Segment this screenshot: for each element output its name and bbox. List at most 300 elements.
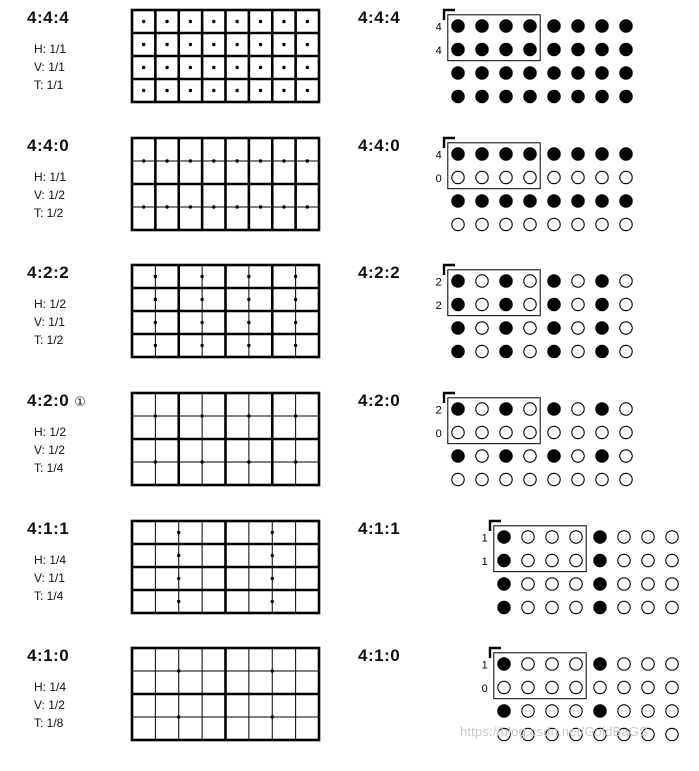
- chroma-sample-dot: [154, 460, 157, 463]
- chroma-sample-dot: [452, 90, 464, 102]
- luma-only-dot: [666, 658, 678, 670]
- chroma-sample-dot: [548, 195, 560, 207]
- luma-only-dot: [500, 218, 512, 230]
- luma-only-dot: [570, 531, 582, 543]
- chroma-sample-dot: [235, 20, 238, 23]
- chroma-sample-dot: [548, 298, 560, 310]
- chroma-sample-dot: [235, 89, 238, 92]
- ratio-t: T: 1/4: [34, 589, 64, 603]
- chroma-sample-dot: [498, 531, 510, 543]
- luma-only-dot: [666, 531, 678, 543]
- luma-only-dot: [666, 681, 678, 693]
- ratio-h: H: 1/1: [34, 170, 67, 184]
- sample-dot-matrix: [420, 517, 690, 639]
- ratio-t: T: 1/4: [34, 461, 64, 475]
- chroma-sample-dot: [259, 89, 262, 92]
- luma-only-dot: [476, 426, 488, 438]
- chroma-sample-dot: [189, 159, 192, 162]
- luma-only-dot: [620, 171, 632, 183]
- luma-only-dot: [548, 218, 560, 230]
- chroma-sample-dot: [500, 450, 512, 462]
- chroma-sample-dot: [271, 715, 274, 718]
- chroma-sample-dot: [154, 275, 157, 278]
- luma-only-dot: [548, 426, 560, 438]
- scheme-row-444: [0, 8, 699, 133]
- luma-only-dot: [620, 322, 632, 334]
- luma-only-dot: [620, 275, 632, 287]
- luma-only-dot: [548, 473, 560, 485]
- chroma-sample-dot: [620, 43, 632, 55]
- chroma-sample-dot: [177, 600, 180, 603]
- chroma-sample-dot: [306, 205, 309, 208]
- luma-only-dot: [476, 403, 488, 415]
- luma-only-dot: [666, 728, 678, 740]
- chroma-sample-dot: [572, 148, 584, 160]
- scheme-row-411: [0, 519, 699, 644]
- luma-only-dot: [572, 171, 584, 183]
- chroma-sample-dot: [142, 20, 145, 23]
- chroma-sample-dot: [294, 275, 297, 278]
- chroma-sample-dot: [524, 148, 536, 160]
- chroma-sample-dot: [620, 20, 632, 32]
- chroma-sample-dot: [271, 531, 274, 534]
- chroma-sample-dot: [452, 345, 464, 357]
- luma-only-dot: [620, 298, 632, 310]
- luma-only-dot: [476, 450, 488, 462]
- chroma-sample-dot: [212, 89, 215, 92]
- luma-only-dot: [546, 578, 558, 590]
- luma-only-dot: [642, 554, 654, 566]
- luma-only-dot: [522, 601, 534, 613]
- luma-only-dot: [524, 298, 536, 310]
- scheme-title: [27, 646, 69, 666]
- row-count-label: 0: [435, 428, 442, 440]
- sampling-grid: [130, 646, 321, 742]
- row-count-label: 2: [435, 404, 442, 417]
- chroma-sample-dot: [165, 205, 168, 208]
- luma-only-dot: [666, 601, 678, 613]
- luma-only-dot: [620, 403, 632, 415]
- luma-only-dot: [618, 658, 630, 670]
- chroma-sample-dot: [452, 67, 464, 79]
- luma-only-dot: [522, 681, 534, 693]
- chroma-sample-dot: [282, 66, 285, 69]
- chroma-sample-dot: [548, 43, 560, 55]
- chroma-sample-dot: [271, 554, 274, 557]
- luma-only-dot: [572, 275, 584, 287]
- luma-only-dot: [642, 531, 654, 543]
- chroma-sample-dot: [452, 275, 464, 287]
- chroma-sample-dot: [247, 460, 250, 463]
- row-count-label: 4: [435, 149, 442, 162]
- chroma-sample-dot: [212, 43, 215, 46]
- chroma-sample-dot: [476, 20, 488, 32]
- chroma-sample-dot: [235, 43, 238, 46]
- chroma-sample-dot: [294, 344, 297, 347]
- luma-only-dot: [642, 705, 654, 717]
- chroma-sample-dot: [498, 658, 510, 670]
- scheme-row-410: [0, 646, 699, 771]
- chroma-sample-dot: [177, 669, 180, 672]
- scheme-title-text: 4:2:0: [27, 391, 70, 410]
- scheme-label: 4:2:0: [358, 391, 401, 410]
- chroma-sample-dot: [524, 195, 536, 207]
- chroma-sample-dot: [247, 344, 250, 347]
- chroma-sample-dot: [594, 601, 606, 613]
- chroma-sample-dot: [452, 148, 464, 160]
- sampling-grid: [130, 263, 321, 359]
- chroma-sample-dot: [259, 66, 262, 69]
- row-count-label: 4: [435, 21, 442, 34]
- chroma-sample-dot: [142, 89, 145, 92]
- chroma-sample-dot: [596, 43, 608, 55]
- chroma-sample-dot: [306, 43, 309, 46]
- luma-only-dot: [476, 473, 488, 485]
- chroma-sample-dot: [259, 20, 262, 23]
- luma-only-dot: [476, 322, 488, 334]
- scheme-label: 4:1:0: [358, 646, 401, 665]
- sampling-ratios: [34, 295, 66, 349]
- luma-only-dot: [666, 554, 678, 566]
- chroma-sample-dot: [452, 322, 464, 334]
- chroma-sample-dot: [200, 275, 203, 278]
- sampling-ratios: [34, 168, 66, 222]
- chroma-sample-dot: [476, 90, 488, 102]
- chroma-sample-dot: [498, 578, 510, 590]
- chroma-sample-dot: [596, 90, 608, 102]
- scheme-row-420: [0, 391, 699, 516]
- luma-only-dot: [476, 218, 488, 230]
- sample-dot-matrix: [420, 644, 690, 766]
- chroma-sample-dot: [271, 577, 274, 580]
- luma-only-dot: [618, 578, 630, 590]
- ratio-h: H: 1/4: [34, 680, 67, 694]
- chroma-sample-dot: [596, 345, 608, 357]
- chroma-sample-dot: [596, 195, 608, 207]
- chroma-sample-dot: [498, 705, 510, 717]
- luma-only-dot: [572, 450, 584, 462]
- chroma-sample-dot: [142, 159, 145, 162]
- chroma-sample-dot: [620, 148, 632, 160]
- chroma-sample-dot: [500, 298, 512, 310]
- chroma-sample-dot: [235, 205, 238, 208]
- luma-only-dot: [570, 554, 582, 566]
- scheme-title: [27, 136, 69, 156]
- luma-only-dot: [572, 218, 584, 230]
- sampling-grid: [130, 8, 321, 104]
- chroma-sample-dot: [200, 414, 203, 417]
- luma-only-dot: [618, 554, 630, 566]
- luma-only-dot: [666, 578, 678, 590]
- luma-only-dot: [522, 578, 534, 590]
- chroma-sample-dot: [594, 705, 606, 717]
- luma-only-dot: [570, 601, 582, 613]
- luma-only-dot: [524, 218, 536, 230]
- chroma-sample-dot: [452, 298, 464, 310]
- chroma-sample-dot: [165, 159, 168, 162]
- ratio-t: T: 1/2: [34, 333, 64, 347]
- chroma-sample-dot: [548, 20, 560, 32]
- ratio-v: V: 1/2: [34, 188, 65, 202]
- chroma-sample-dot: [548, 322, 560, 334]
- sampling-grid: [130, 519, 321, 615]
- scheme-title: [27, 263, 69, 283]
- luma-only-dot: [596, 171, 608, 183]
- luma-only-dot: [476, 275, 488, 287]
- ratio-t: T: 1/2: [34, 206, 64, 220]
- chroma-sample-dot: [189, 205, 192, 208]
- chroma-sample-dot: [165, 89, 168, 92]
- ratio-h: H: 1/2: [34, 297, 67, 311]
- scheme-title-text: 4:1:1: [27, 519, 70, 538]
- chroma-sample-dot: [247, 298, 250, 301]
- chroma-sample-dot: [500, 67, 512, 79]
- chroma-sample-dot: [282, 159, 285, 162]
- sampling-ratios: [34, 678, 66, 732]
- watermark: https://blog.csdn.net/GoldBaGS: [460, 724, 649, 739]
- chroma-sample-dot: [165, 43, 168, 46]
- luma-only-dot: [570, 705, 582, 717]
- luma-only-dot: [570, 578, 582, 590]
- luma-only-dot: [452, 218, 464, 230]
- luma-only-dot: [500, 473, 512, 485]
- row-count-label: 1: [481, 556, 488, 568]
- chroma-sample-dot: [306, 159, 309, 162]
- chroma-sample-dot: [235, 159, 238, 162]
- chroma-sample-dot: [282, 43, 285, 46]
- ratio-v: V: 1/1: [34, 571, 65, 585]
- chroma-sample-dot: [548, 403, 560, 415]
- chroma-sample-dot: [200, 344, 203, 347]
- chroma-sample-dot: [189, 43, 192, 46]
- scheme-label: 4:4:0: [358, 136, 401, 155]
- luma-only-dot: [666, 705, 678, 717]
- ratio-h: H: 1/1: [34, 42, 67, 56]
- chroma-sample-dot: [271, 600, 274, 603]
- luma-only-dot: [476, 171, 488, 183]
- chroma-sample-dot: [212, 159, 215, 162]
- scheme-label: 4:1:1: [358, 519, 401, 538]
- luma-only-dot: [524, 171, 536, 183]
- chroma-sample-dot: [596, 403, 608, 415]
- sample-dot-matrix: [420, 134, 690, 256]
- chroma-sample-dot: [620, 67, 632, 79]
- chroma-sample-dot: [154, 344, 157, 347]
- chroma-sample-dot: [154, 321, 157, 324]
- luma-only-dot: [452, 473, 464, 485]
- ratio-v: V: 1/2: [34, 443, 65, 457]
- luma-only-dot: [620, 218, 632, 230]
- luma-only-dot: [572, 426, 584, 438]
- chroma-sample-dot: [200, 298, 203, 301]
- scheme-label: 4:2:2: [358, 263, 401, 282]
- chroma-sample-dot: [524, 43, 536, 55]
- luma-only-dot: [546, 681, 558, 693]
- luma-only-dot: [570, 681, 582, 693]
- chroma-sample-dot: [476, 43, 488, 55]
- chroma-sample-dot: [500, 148, 512, 160]
- chroma-sample-dot: [259, 159, 262, 162]
- chroma-sample-dot: [165, 66, 168, 69]
- chroma-sample-dot: [572, 20, 584, 32]
- scheme-row-422: [0, 263, 699, 388]
- luma-only-dot: [522, 554, 534, 566]
- chroma-sample-dot: [282, 205, 285, 208]
- scheme-title: [27, 391, 86, 411]
- chroma-sample-dot: [142, 43, 145, 46]
- chroma-sample-dot: [594, 578, 606, 590]
- chroma-sample-dot: [596, 298, 608, 310]
- chroma-sample-dot: [476, 195, 488, 207]
- chroma-sample-dot: [548, 148, 560, 160]
- chroma-sample-dot: [596, 67, 608, 79]
- chroma-sample-dot: [594, 554, 606, 566]
- ratio-t: T: 1/1: [34, 78, 64, 92]
- chroma-sample-dot: [452, 195, 464, 207]
- chroma-sample-dot: [294, 460, 297, 463]
- chroma-sample-dot: [212, 205, 215, 208]
- chroma-sample-dot: [306, 66, 309, 69]
- chroma-sample-dot: [177, 715, 180, 718]
- chroma-sample-dot: [212, 20, 215, 23]
- chroma-sample-dot: [200, 321, 203, 324]
- scheme-label: 4:4:4: [358, 8, 401, 27]
- chroma-sample-dot: [596, 148, 608, 160]
- scheme-row-440: [0, 136, 699, 261]
- ratio-v: V: 1/1: [34, 315, 65, 329]
- chroma-sample-dot: [306, 89, 309, 92]
- row-count-label: 2: [435, 276, 442, 289]
- chroma-sample-dot: [596, 20, 608, 32]
- chroma-sample-dot: [500, 90, 512, 102]
- chroma-sample-dot: [452, 43, 464, 55]
- luma-only-dot: [546, 531, 558, 543]
- sample-dot-matrix: [420, 389, 690, 511]
- sampling-ratios: [34, 40, 66, 94]
- chroma-sample-dot: [271, 669, 274, 672]
- sample-dot-matrix: [420, 261, 690, 383]
- chroma-sample-dot: [165, 20, 168, 23]
- chroma-sample-dot: [596, 450, 608, 462]
- luma-only-dot: [476, 345, 488, 357]
- luma-only-dot: [618, 531, 630, 543]
- chroma-sample-dot: [500, 403, 512, 415]
- chroma-sample-dot: [282, 89, 285, 92]
- luma-only-dot: [546, 705, 558, 717]
- scheme-title-text: 4:2:2: [27, 263, 70, 282]
- sample-dot-matrix: [420, 6, 690, 128]
- luma-only-dot: [620, 450, 632, 462]
- luma-only-dot: [618, 705, 630, 717]
- luma-only-dot: [524, 403, 536, 415]
- luma-only-dot: [618, 681, 630, 693]
- sampling-ratios: [34, 551, 66, 605]
- chroma-sample-dot: [548, 90, 560, 102]
- chroma-sample-dot: [306, 20, 309, 23]
- chroma-sample-dot: [594, 658, 606, 670]
- luma-only-dot: [570, 658, 582, 670]
- chroma-sample-dot: [259, 205, 262, 208]
- row-count-label: 1: [481, 659, 488, 672]
- chroma-sample-dot: [596, 322, 608, 334]
- sampling-ratios: [34, 423, 66, 477]
- luma-only-dot: [524, 322, 536, 334]
- sampling-grid: [130, 136, 321, 232]
- luma-only-dot: [618, 601, 630, 613]
- note-marker: ①: [74, 394, 87, 409]
- luma-only-dot: [522, 705, 534, 717]
- ratio-h: H: 1/4: [34, 553, 67, 567]
- scheme-title-text: 4:4:4: [27, 8, 70, 27]
- chroma-sample-dot: [476, 67, 488, 79]
- luma-only-dot: [642, 578, 654, 590]
- chroma-sample-dot: [189, 89, 192, 92]
- luma-only-dot: [596, 426, 608, 438]
- luma-only-dot: [572, 345, 584, 357]
- luma-only-dot: [572, 298, 584, 310]
- ratio-v: V: 1/2: [34, 698, 65, 712]
- luma-only-dot: [522, 658, 534, 670]
- row-count-label: 2: [435, 300, 442, 312]
- luma-only-dot: [498, 681, 510, 693]
- luma-only-dot: [546, 658, 558, 670]
- chroma-sample-dot: [154, 298, 157, 301]
- chroma-sample-dot: [142, 205, 145, 208]
- luma-only-dot: [522, 531, 534, 543]
- scheme-title-text: 4:1:0: [27, 646, 70, 665]
- sampling-grid: [130, 391, 321, 487]
- chroma-sample-dot: [500, 195, 512, 207]
- luma-only-dot: [524, 473, 536, 485]
- ratio-t: T: 1/8: [34, 716, 64, 730]
- luma-only-dot: [524, 450, 536, 462]
- luma-only-dot: [642, 681, 654, 693]
- chroma-sample-dot: [200, 460, 203, 463]
- chroma-sample-dot: [294, 321, 297, 324]
- chroma-sample-dot: [294, 414, 297, 417]
- luma-only-dot: [594, 681, 606, 693]
- chroma-sample-dot: [524, 67, 536, 79]
- luma-only-dot: [476, 298, 488, 310]
- chroma-sample-dot: [500, 322, 512, 334]
- luma-only-dot: [642, 658, 654, 670]
- row-count-label: 0: [435, 173, 442, 185]
- luma-only-dot: [546, 554, 558, 566]
- chroma-sample-dot: [524, 20, 536, 32]
- chroma-sample-dot: [548, 450, 560, 462]
- luma-only-dot: [620, 426, 632, 438]
- chroma-sample-dot: [189, 66, 192, 69]
- luma-only-dot: [596, 218, 608, 230]
- luma-only-dot: [620, 473, 632, 485]
- chroma-sample-dot: [500, 275, 512, 287]
- luma-only-dot: [572, 322, 584, 334]
- row-count-label: 0: [481, 683, 488, 695]
- chroma-sample-dot: [476, 148, 488, 160]
- luma-only-dot: [620, 345, 632, 357]
- chroma-sample-dot: [548, 275, 560, 287]
- luma-only-dot: [572, 403, 584, 415]
- luma-only-dot: [524, 426, 536, 438]
- chroma-sample-dot: [282, 20, 285, 23]
- luma-only-dot: [548, 171, 560, 183]
- ratio-h: H: 1/2: [34, 425, 67, 439]
- chroma-sample-dot: [620, 195, 632, 207]
- chroma-sample-dot: [620, 90, 632, 102]
- chroma-sample-dot: [594, 531, 606, 543]
- chroma-sample-dot: [572, 67, 584, 79]
- luma-only-dot: [546, 601, 558, 613]
